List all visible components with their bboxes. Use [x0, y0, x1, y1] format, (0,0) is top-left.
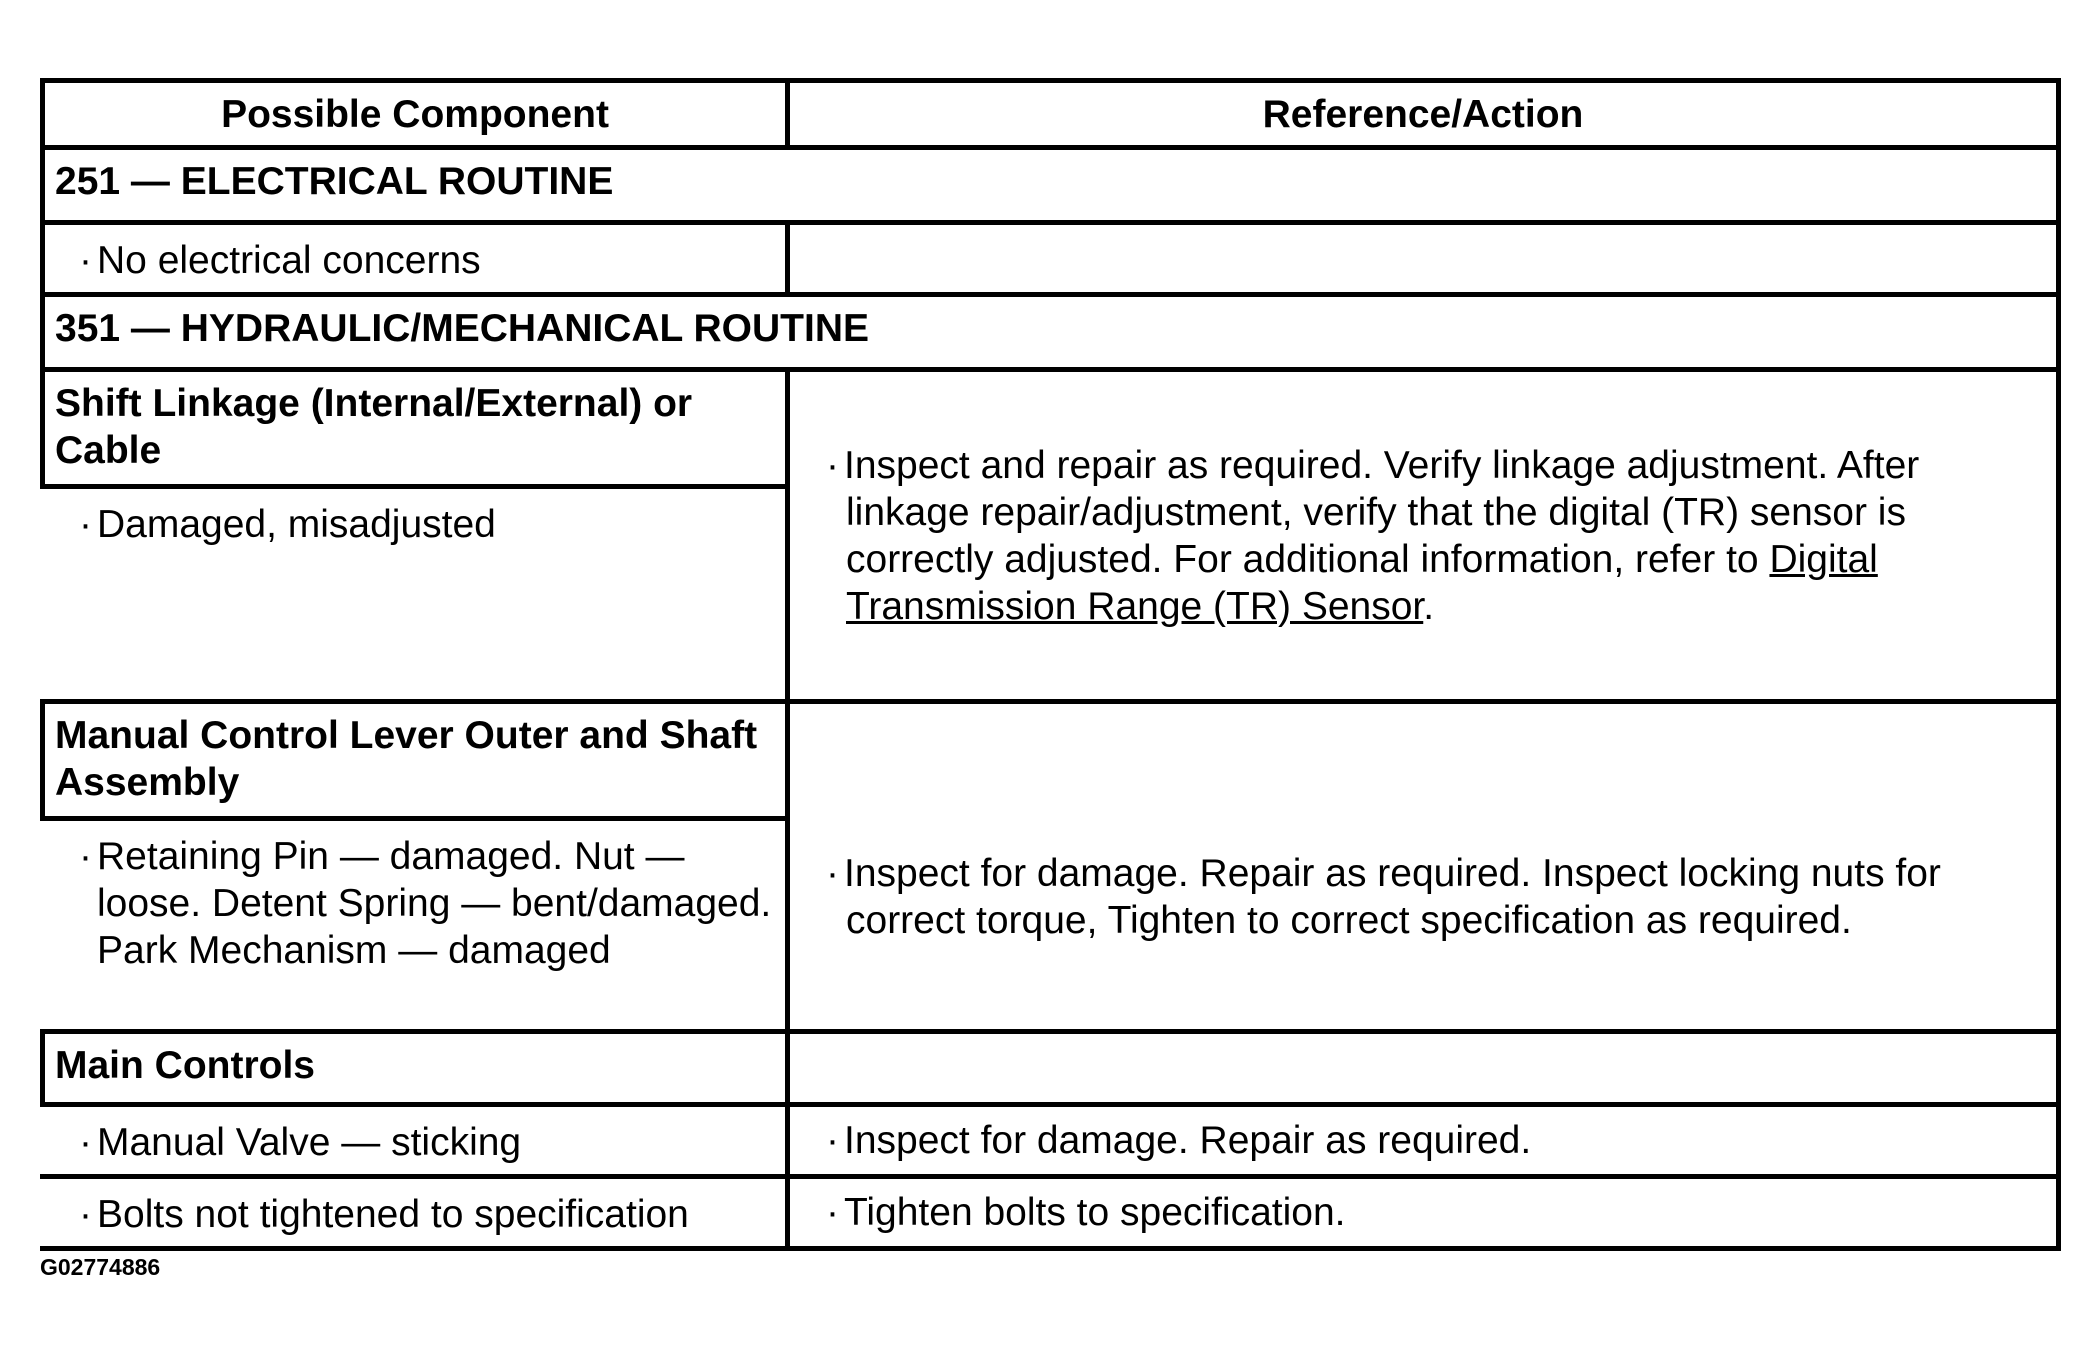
bullet: ·	[79, 1193, 92, 1236]
item-text: Retaining Pin — damaged. Nut — loose. Detent Spring — bent/damaged. Park Mechanism — damaged	[97, 835, 772, 972]
bullet: ·	[826, 443, 839, 487]
component-heading: Manual Control Lever Outer and Shaft Assembly	[43, 702, 788, 819]
bullet: ·	[79, 503, 92, 546]
header-possible-component: Possible Component	[43, 81, 788, 148]
section-row	[43, 148, 2059, 223]
table-row	[43, 370, 2059, 487]
bullet: ·	[79, 239, 92, 282]
action-text: Inspect for damage. Repair as required. Inspect locking nuts for correct torque, Tighten to correct specification as required.	[844, 852, 1941, 942]
item-text: No electrical concerns	[97, 239, 481, 282]
table-row	[43, 1032, 2059, 1105]
table-row	[43, 1105, 2059, 1177]
bullet: ·	[826, 1191, 839, 1234]
bullet: ·	[826, 852, 839, 895]
component-item	[43, 1105, 788, 1177]
action-cell-empty	[788, 1032, 2059, 1105]
section-title-electrical: 251 — ELECTRICAL ROUTINE	[43, 148, 2059, 223]
header-reference-action: Reference/Action	[788, 81, 2059, 148]
table-row	[43, 1177, 2059, 1249]
bullet: ·	[79, 835, 92, 878]
item-text: Damaged, misadjusted	[97, 503, 496, 546]
section-row	[43, 295, 2059, 370]
action-text-end: .	[1423, 584, 1435, 628]
reference-link[interactable]: Digital Transmission Range (TR) Sensor	[846, 537, 1878, 628]
action-text: Inspect for damage. Repair as required.	[844, 1119, 1532, 1162]
bullet: ·	[826, 1119, 839, 1162]
figure-id: G02774886	[40, 1254, 161, 1280]
item-text: Manual Valve — sticking	[97, 1121, 522, 1164]
item-text: Bolts not tightened to specification	[97, 1193, 689, 1236]
bullet: ·	[79, 1121, 92, 1164]
action-cell	[788, 370, 2059, 702]
action-text: Tighten bolts to specification.	[844, 1191, 1346, 1234]
action-cell	[788, 702, 2059, 1032]
component-item	[43, 223, 788, 295]
component-heading: Main Controls	[43, 1032, 788, 1105]
section-title-hydraulic: 351 — HYDRAULIC/MECHANICAL ROUTINE	[43, 295, 2059, 370]
action-cell	[788, 1105, 2059, 1177]
component-heading: Shift Linkage (Internal/External) or Cable	[43, 370, 788, 487]
table-row	[43, 702, 2059, 819]
table-row	[43, 223, 2059, 295]
component-item	[43, 487, 788, 702]
action-cell-empty	[788, 223, 2059, 295]
action-text: Inspect and repair as required. Verify linkage adjustment. After linkage repair/adjustment, verify that the digital (TR) sensor is correctly adjusted. For additional information, refer to	[844, 443, 1920, 581]
table-header-row	[43, 81, 2059, 148]
component-item	[43, 819, 788, 1032]
diagnostic-table	[40, 78, 2061, 1251]
action-cell	[788, 1177, 2059, 1249]
component-item	[43, 1177, 788, 1249]
